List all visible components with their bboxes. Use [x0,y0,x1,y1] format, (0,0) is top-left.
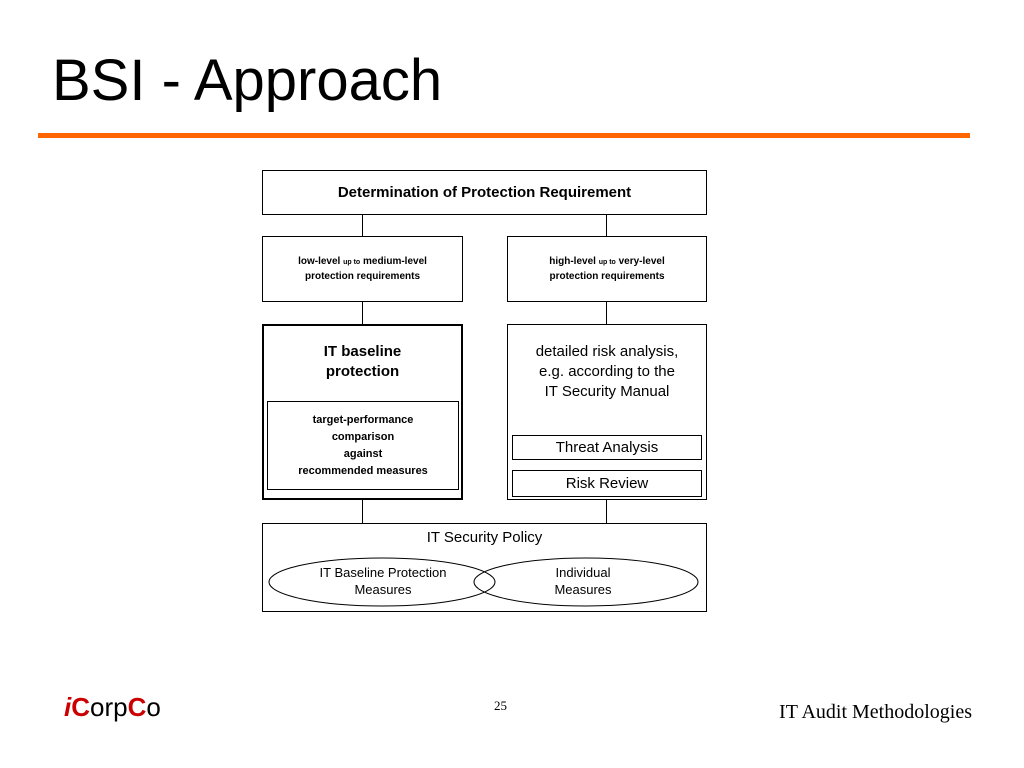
high-very-line1: high-level up to very-level [549,256,665,267]
individual-measures-label: Individual Measures [554,565,612,597]
title-rule [38,133,970,138]
high-very-requirement-box [507,236,707,302]
risk-analysis-text: detailed risk analysis, e.g. according to the IT Security Manual [535,343,679,400]
threat-analysis-box: Threat Analysis [512,435,702,460]
risk-analysis-box [507,324,707,500]
connector-top-stem [362,214,363,236]
security-policy-box [262,523,707,612]
high-very-line2: protection requirements [549,271,665,282]
protection-requirement-box [262,170,707,215]
security-policy-title: IT Security Policy [426,529,543,546]
target-performance-box: target-performance comparison against recommended measures [267,401,459,490]
connector-right-mid [606,302,607,325]
icorpco-logo: iCorpCo [64,692,161,722]
low-medium-line1: low-level up to medium-level [298,256,427,267]
slide-title: BSI - Approach [52,48,443,113]
connector-right-bottom [606,500,607,524]
baseline-measures-label: IT Baseline Protection Measures [319,565,447,597]
low-medium-requirement-box [262,236,463,302]
connector-left-mid [362,302,363,325]
page-number: 25 [494,698,507,713]
it-baseline-title: IT baseline protection [323,343,402,380]
risk-review-box: Risk Review [512,470,702,497]
low-medium-line2: protection requirements [304,271,421,282]
it-baseline-box [262,324,463,500]
connector-left-bottom [362,500,363,524]
connector-top-stem-right [606,214,607,236]
footer-title: IT Audit Methodologies [779,701,972,723]
protection-requirement-label: Determination of Protection Requirement [337,184,632,201]
